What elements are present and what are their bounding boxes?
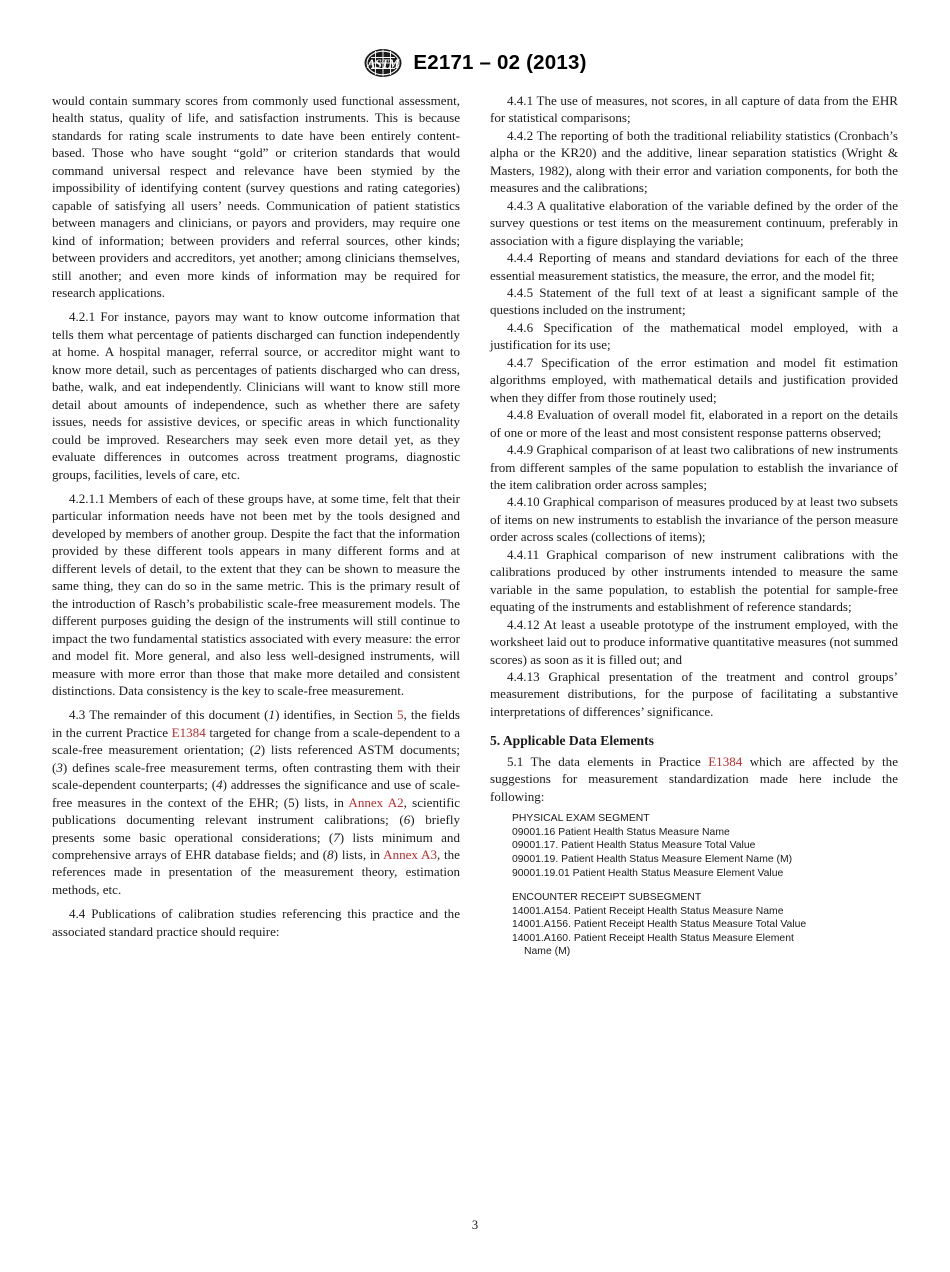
enum-1: 1 — [268, 707, 276, 723]
right-column — [490, 92, 898, 1212]
paragraph-4-4-13: 4.4.13 Graphical presentation of the treatment and control groups’ measurement distributions, for the purpose of facilitating a substantive interpretations of differences’ significance. — [490, 668, 898, 719]
paragraph-4-4-2: 4.4.2 The reporting of both the traditional reliability statistics (Cronbach’s alpha or the KR20) and the additive, linear separation statistics (Wright & Masters, 1982), along with their error and variation components, for both the measures and the calibrations; — [490, 127, 898, 196]
segment-title: ENCOUNTER RECEIPT SUBSEGMENT — [512, 892, 702, 904]
para-4-3-text: ) briefly presents some basic operational considerations; ( — [52, 812, 461, 845]
data-element-row: 09001.16 Patient Health Status Measure Name — [512, 826, 730, 838]
section-5-heading: 5. Applicable Data Elements — [490, 733, 654, 749]
paragraph-gap — [52, 898, 460, 905]
paragraph-4-4-5: 4.4.5 Statement of the full text of at least a significant sample of the questions included on the instrument; — [490, 284, 898, 318]
data-element-row: 14001.A160. Patient Receipt Health Status Measure Element — [512, 932, 794, 944]
paragraph-4-4-3: 4.4.3 A qualitative elaboration of the variable defined by the order of the survey questions or test items on the measurement continuum, preferably in association with a figure displaying the variable; — [490, 197, 898, 248]
para-4-3-text: , the references made in presentation of the measurement theory, estimation methods, etc. — [52, 847, 460, 897]
paragraph-4-4-4: 4.4.4 Reporting of means and standard deviations for each of the three essential measurement statistics, the measure, the error, and the model fit; — [490, 250, 898, 283]
segment-gap — [490, 880, 898, 891]
enum-8: 8 — [327, 847, 334, 863]
paragraph-4-2-1-1: 4.2.1.1 Members of each of these groups have, at some time, felt that their particular information needs have not been met by the tools designed and developed by members of another group. Despite the fact that the information provided by these different tools appears in many different forms and at different levels of detail, to the extent that they can be shown to measure the same thing, they can do so in the same metric. This is the primary result of the introduction of Rasch’s probabilistic scale-free measurement models. The different purposes guiding the design of the instruments will still continue to impact the two fundamental statistics associated with every measure: the error and model fit. More general, and also less well-designed instruments, will measure with more error than those that make more detailed and consistent distinctions. Data consistency is the key to scale-free measurement. — [52, 490, 460, 698]
left-column — [52, 92, 460, 1212]
link-annex-a2[interactable]: Annex A2 — [348, 794, 404, 810]
para-5-1-text: which are affected by the suggestions for measurement standardization made here include the following: — [490, 753, 898, 804]
section-gap — [490, 720, 898, 732]
paragraph-4-2-1: 4.2.1 For instance, payors may want to know outcome information that tells them what percentage of patients discharged can function independently at home. A hospital manager, referral source, or accreditor might want to know more detail, such as percentages of patients discharged who can dress, bathe, walk, and eat independently. Clinicians will want to know still more detail about amounts of independence, such as whether there are safety issues, needs for assistive devices, or specific areas in which functionality could be improved. Researchers may seek even more detail yet, as they evaluate differences in outcomes across treatment programs, diagnostic groups, facilities, levels of care, etc. — [52, 309, 460, 482]
link-section-5[interactable]: 5 — [397, 707, 404, 723]
data-elements-segment-encounter-receipt — [490, 891, 898, 959]
data-element-row: 09001.17. Patient Health Status Measure Total Value — [512, 840, 756, 852]
paragraph-4-4-10: 4.4.10 Graphical comparison of measures produced by at least two subsets of items on new instruments to establish the invariance of the person measure order across scales (collections of items); — [490, 494, 898, 545]
paragraph-gap — [52, 483, 460, 490]
data-element-row: 14001.A154. Patient Receipt Health Status Measure Name — [512, 905, 784, 917]
para-4-3-text: ) lists minimum and comprehensive arrays of EHR database fields; and ( — [52, 829, 460, 863]
paragraph-4-4-8: 4.4.8 Evaluation of overall model fit, elaborated in a report on the details of one or more of the least and most consistent response patterns observed; — [490, 407, 898, 440]
para-4-3-text: ) lists, in — [333, 847, 384, 863]
listing-gap — [490, 805, 898, 812]
data-element-row: 90001.19.01 Patient Health Status Measure Element Value — [512, 867, 784, 879]
enum-4: 4 — [216, 777, 223, 793]
paragraph-4-4-9: 4.4.9 Graphical comparison of at least two calibrations of new instruments from different samples of the same population to establish the invariance of the item calibration order across samples; — [490, 442, 898, 492]
enum-7: 7 — [333, 829, 340, 845]
data-element-row: 14001.A156. Patient Receipt Health Status Measure Total Value — [512, 919, 807, 931]
paragraph-4-4-11: 4.4.11 Graphical comparison of new instrument calibrations with the calibrations produced by other instruments intended to measure the same variable in the same population, to establish the potential for sample-free equating of the instruments and establishment of reference standards; — [490, 546, 898, 615]
para-4-3-text: ) identifies, in Section — [275, 707, 398, 723]
link-e1384[interactable]: E1384 — [708, 753, 743, 769]
enum-2: 2 — [254, 742, 261, 758]
para-4-3-text: 4.3 The remainder of this document ( — [69, 707, 269, 723]
page-footer — [0, 1218, 950, 1233]
enum-6: 6 — [403, 812, 411, 828]
paragraph-4-4-1: 4.4.1 The use of measures, not scores, in all capture of data from the EHR for statistical comparisons; — [490, 93, 898, 126]
link-annex-a3[interactable]: Annex A3 — [383, 847, 437, 863]
para-4-3-text: , the fields in the current Practice — [52, 707, 460, 740]
para-4-3-text: ) defines scale-free measurement terms, often contrasting them with their scale-dependent counterparts; ( — [52, 759, 460, 793]
para-4-3-text: ) addresses the significance and use of scale-free measures in the context of the EHR; (5) lists, in — [52, 777, 460, 810]
segment-title: PHYSICAL EXAM SEGMENT — [512, 813, 650, 825]
enum-3: 3 — [56, 759, 63, 775]
document-body — [52, 92, 898, 1212]
paragraph-4-4: 4.4 Publications of calibration studies referencing this practice and the associated standard practice should require: — [52, 906, 460, 939]
paragraph-continued: would contain summary scores from commonly used functional assessment, health status, quality of life, and satisfaction instruments. This is because standards for rating scale instruments to date have been entirely content-based. Those who have sought “gold” or criterion standards that would command universal respect and relevance have been stymied by the impossibility of identifying content (survey questions and rating categories) capable of satisfying all users’ needs. Communication of patient statistics between managers and clinicians, or payors and providers, may require one kind of information; between providers and referral sources, other kinds; between providers and accreditors, yet another; among clinicians themselves, still another; and even more kinds of information may be required for research applications. — [52, 93, 460, 300]
paragraph-4-4-7: 4.4.7 Specification of the error estimation and model fit estimation algorithms employed, with mathematical details and justification provided when they differ from those routinely used; — [490, 354, 898, 405]
para-4-3-text: targeted for change from a scale-dependent to a scale-free measurement orientation; ( — [52, 724, 461, 758]
page-header — [0, 42, 950, 84]
paragraph-4-4-6: 4.4.6 Specification of the mathematical model employed, with a justification for its use; — [490, 319, 898, 353]
page-number: 3 — [471, 1218, 479, 1232]
paragraph-4-4-12: 4.4.12 At least a useable prototype of the instrument employed, with the worksheet laid out to produce informative quantitative measures (not summed scores) as soon as it is filled out; and — [490, 616, 898, 667]
link-e1384[interactable]: E1384 — [171, 724, 206, 740]
paragraph-gap — [52, 301, 460, 308]
paragraph-5-1 — [490, 753, 898, 805]
svg-text:ASTM: ASTM — [367, 57, 400, 71]
paragraph-gap — [52, 699, 460, 706]
para-4-3-text: ) lists referenced ASTM documents; ( — [52, 742, 460, 775]
para-5-1-text: 5.1 The data elements in Practice — [507, 753, 709, 769]
data-element-row-continuation: Name (M) — [524, 946, 571, 958]
data-elements-segment-physical-exam — [490, 812, 898, 880]
para-4-3-text: , scientific publications documenting relevant instrument calibrations; ( — [52, 794, 460, 828]
standard-designation: E2171 – 02 (2013) — [413, 51, 587, 74]
astm-logo-icon — [363, 48, 403, 78]
paragraph-4-3 — [52, 706, 460, 898]
data-element-row: 09001.19. Patient Health Status Measure Element Name (M) — [512, 853, 793, 865]
